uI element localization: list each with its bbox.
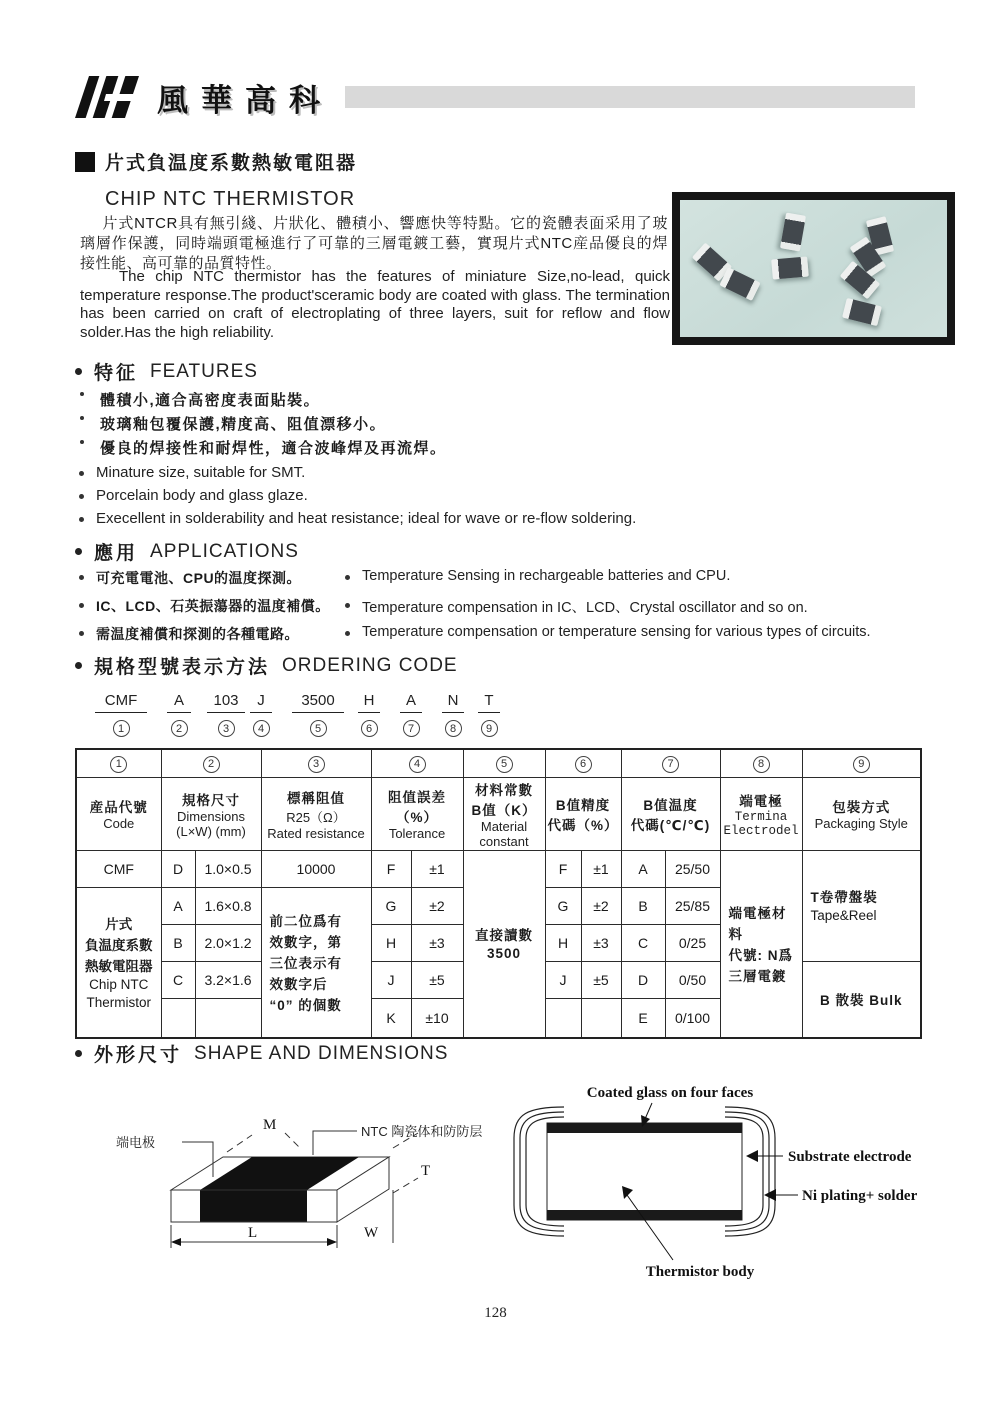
col-header: 端電極 Termina Electrodel	[720, 777, 802, 850]
application-en: Temperature compensation or temperature sensing for various types of circuits.	[362, 624, 871, 640]
tol-value-cell: ±10	[411, 998, 463, 1038]
code-part-number: 9	[481, 720, 498, 737]
ceramic-label: NTC 陶瓷体和防防层	[361, 1124, 483, 1139]
dim-value-cell	[195, 998, 261, 1038]
col-number: 8	[720, 749, 802, 777]
btemp-code-cell: D	[621, 961, 665, 998]
application-zh: IC、LCD、石英振蕩器的温度補償。	[96, 598, 330, 614]
dim-value-cell: 2.0×1.2	[195, 924, 261, 961]
chip-3d-diagram	[100, 1085, 500, 1290]
bprec-value-cell: ±5	[581, 961, 621, 998]
col-number: 5	[463, 749, 545, 777]
table-row	[76, 850, 921, 887]
btemp-code-cell: C	[621, 924, 665, 961]
code-part	[250, 692, 272, 737]
dim-t-label: T	[421, 1163, 431, 1179]
ordering-heading-en: ORDERING CODE	[282, 654, 458, 676]
applications-heading	[75, 538, 299, 565]
table-header-numbers-row	[76, 749, 921, 777]
dim-m-label: M	[263, 1117, 277, 1133]
intro-paragraph-en: The chip NTC thermistor has the features of miniature Size,no-lead, quick temperature response.The product'sceramic body are coated with glass. The termination has been carried on craft of electroplating of three layers, suit for reflow and flow solder.Has the high reliability.	[80, 268, 670, 341]
dim-code-cell: B	[161, 924, 195, 961]
btemp-value-cell: 0/25	[665, 924, 720, 961]
feature-item	[78, 413, 386, 434]
tol-value-cell: ±2	[411, 887, 463, 924]
features-heading-en: FEATURES	[150, 360, 258, 382]
col-header: 材料常數 B值（K） Material constant	[463, 777, 545, 850]
dim-code-cell: A	[161, 887, 195, 924]
application-item	[78, 624, 871, 644]
code-part	[207, 692, 245, 737]
col-header: 標稱阻值 R25（Ω） Rated resistance	[261, 777, 371, 850]
code-part	[167, 692, 191, 737]
bullet-icon	[80, 416, 84, 420]
bullet-icon	[345, 603, 350, 608]
col-header: 包裝方式 Packaging Style	[802, 777, 921, 850]
code-part-number: 6	[361, 720, 378, 737]
header-gray-bar	[345, 86, 915, 108]
page-title-en: CHIP NTC THERMISTOR	[105, 188, 356, 210]
btemp-value-cell: 0/100	[665, 998, 720, 1038]
chip-cross-section-diagram	[500, 1075, 960, 1295]
col-number: 1	[76, 749, 161, 777]
packaging-bulk-cell: B 散裝 Bulk	[802, 961, 921, 1038]
applications-heading-en: APPLICATIONS	[150, 540, 299, 562]
code-part-number: 2	[171, 720, 188, 737]
bullet-icon	[345, 575, 350, 580]
col-number: 6	[545, 749, 621, 777]
code-part-text: J	[250, 692, 272, 713]
application-en: Temperature compensation in IC、LCD、Crystal oscillator and so on.	[362, 600, 808, 616]
col-header: 阻值誤差 （%） Tolerance	[371, 777, 463, 850]
thermistor-body-label: Thermistor body	[645, 1264, 755, 1280]
code-part-text: T	[478, 692, 500, 713]
col-number: 3	[261, 749, 371, 777]
tol-code-cell: J	[371, 961, 411, 998]
bprec-code-cell: F	[545, 850, 581, 887]
intro-paragraph-zh: 片式NTCR具有無引綫、片狀化、體積小、響應快等特點。它的瓷體表面采用了玻璃層作保護，同時端頭電極進行了可靠的三層電鍍工藝，實現片式NTC産品優良的焊接性能、高可靠的品質特性。	[80, 215, 668, 272]
col-number: 4	[371, 749, 463, 777]
ordering-code-example	[95, 692, 525, 748]
feature-text: Minature size, suitable for SMT.	[96, 464, 306, 481]
chip-body-front	[200, 1190, 307, 1222]
ordering-code-heading	[75, 652, 458, 679]
tol-code-cell: K	[371, 998, 411, 1038]
material-constant-cell: 直接讀數 3500	[463, 850, 545, 1038]
electrode-cell: 端電極材料 代號: N爲 三層電鍍	[720, 850, 802, 1038]
bullet-icon	[79, 494, 84, 499]
resistance-note-cell: 前二位爲有 效數字，第 三位表示有 效數字后 “0” 的個數	[261, 887, 371, 1038]
bullet-icon	[75, 368, 82, 375]
application-en: Temperature Sensing in rechargeable batteries and CPU.	[362, 568, 731, 584]
btemp-value-cell: 0/50	[665, 961, 720, 998]
bprec-code-cell: H	[545, 924, 581, 961]
bullet-icon	[75, 662, 82, 669]
chip-photo-item	[842, 298, 882, 326]
code-part-number: 5	[310, 720, 327, 737]
page-number: 128	[484, 1305, 507, 1321]
code-part	[478, 692, 500, 737]
dim-w-label: W	[364, 1225, 379, 1241]
application-item	[78, 596, 808, 617]
col-number: 7	[621, 749, 720, 777]
title-square-bullet	[75, 152, 95, 172]
code-part-text: A	[167, 692, 191, 713]
table-header-labels-row	[76, 777, 921, 850]
dim-code-cell	[161, 998, 195, 1038]
feature-text: Porcelain body and glass glaze.	[96, 487, 308, 504]
feature-text: 玻璃釉包覆保護,精度高、阻值漂移小。	[100, 416, 387, 433]
bullet-icon	[79, 517, 84, 522]
tol-code-cell: F	[371, 850, 411, 887]
chip-photo-item	[780, 213, 806, 252]
bullet-icon	[79, 631, 84, 636]
bprec-code-cell: G	[545, 887, 581, 924]
dim-value-cell: 1.6×0.8	[195, 887, 261, 924]
col-header: 産品代號 Code	[76, 777, 161, 850]
bullet-icon	[80, 440, 84, 444]
feature-item	[78, 487, 308, 504]
code-part-number: 7	[403, 720, 420, 737]
code-part-text: 103	[207, 692, 245, 713]
feature-item	[78, 510, 636, 527]
bullet-icon	[345, 631, 350, 636]
ni-plating-label: Ni plating+ solder	[802, 1188, 918, 1204]
features-heading-zh: 特征	[94, 363, 139, 384]
feature-item	[78, 389, 320, 410]
packaging-tape-cell: T卷帶盤裝 Tape&Reel	[802, 850, 921, 961]
tol-code-cell: H	[371, 924, 411, 961]
dim-code-cell: C	[161, 961, 195, 998]
col-number: 9	[802, 749, 921, 777]
code-cell: CMF	[76, 850, 161, 887]
thermistor-body-rect	[547, 1123, 742, 1220]
code-part	[95, 692, 147, 737]
feature-text: Execellent in solderability and heat resistance; ideal for wave or re-flow soldering.	[96, 510, 637, 527]
code-part	[292, 692, 344, 737]
dim-l-label: L	[248, 1225, 258, 1241]
dim-value-cell: 3.2×1.6	[195, 961, 261, 998]
dimensions-heading	[75, 1040, 448, 1067]
code-part	[358, 692, 380, 737]
company-logo	[73, 74, 333, 120]
bprec-value-cell: ±2	[581, 887, 621, 924]
bprec-code-cell	[545, 998, 581, 1038]
col-header: 規格尺寸 Dimensions (L×W) (mm)	[161, 777, 261, 850]
feature-item	[78, 437, 447, 458]
substrate-label: Substrate electrode	[788, 1149, 912, 1165]
code-part-text: H	[358, 692, 380, 713]
bprec-value-cell: ±3	[581, 924, 621, 961]
btemp-code-cell: B	[621, 887, 665, 924]
glass-label: Coated glass on four faces	[586, 1085, 754, 1101]
code-part-number: 1	[113, 720, 130, 737]
page-title-zh: 片式負温度系數熱敏電阻器	[105, 153, 358, 174]
feature-item	[78, 464, 305, 481]
dimensions-heading-en: SHAPE AND DIMENSIONS	[194, 1042, 449, 1064]
application-zh: 可充電電池、CPU的温度探測。	[96, 570, 302, 586]
code-part	[400, 692, 422, 737]
chip-photo-item	[719, 267, 760, 301]
dim-value-cell: 1.0×0.5	[195, 850, 261, 887]
brand-name: 風華高科	[157, 82, 333, 118]
chip-photo-item	[771, 256, 809, 279]
dim-code-cell: D	[161, 850, 195, 887]
bprec-value-cell: ±1	[581, 850, 621, 887]
bullet-icon	[79, 603, 84, 608]
feature-text: 優良的焊接性和耐焊性，適合波峰焊及再流焊。	[100, 440, 447, 457]
ordering-code-table	[75, 748, 922, 1039]
dimensions-heading-zh: 外形尺寸	[94, 1045, 183, 1066]
btemp-code-cell: E	[621, 998, 665, 1038]
ordering-heading-zh: 規格型號表示方法	[94, 657, 271, 678]
btemp-value-cell: 25/85	[665, 887, 720, 924]
col-number: 2	[161, 749, 261, 777]
code-part-number: 3	[218, 720, 235, 737]
code-part-number: 8	[445, 720, 462, 737]
bullet-icon	[80, 392, 84, 396]
code-part-text: 3500	[292, 692, 344, 713]
tol-value-cell: ±5	[411, 961, 463, 998]
code-part-text: N	[442, 692, 464, 713]
product-photo	[672, 192, 955, 345]
code-part-text: A	[400, 692, 422, 713]
code-part-number: 4	[253, 720, 270, 737]
col-header: B值精度 代碼（%）	[545, 777, 621, 850]
tol-value-cell: ±3	[411, 924, 463, 961]
application-zh: 需温度補償和探測的各種電路。	[96, 626, 299, 642]
bullet-icon	[79, 575, 84, 580]
bullet-icon	[75, 1050, 82, 1057]
fenghua-logo-icon	[73, 74, 143, 120]
features-heading	[75, 358, 258, 385]
bullet-icon	[79, 471, 84, 476]
code-part-text: CMF	[95, 692, 147, 713]
bullet-icon	[75, 548, 82, 555]
tol-code-cell: G	[371, 887, 411, 924]
bprec-code-cell: J	[545, 961, 581, 998]
btemp-value-cell: 25/50	[665, 850, 720, 887]
applications-heading-zh: 應用	[94, 543, 139, 564]
product-name-cell: 片式 負温度系數 熱敏電阻器 Chip NTC Thermistor	[76, 887, 161, 1038]
resistance-cell: 10000	[261, 850, 371, 887]
bprec-value-cell	[581, 998, 621, 1038]
electrode-label: 端电极	[116, 1135, 156, 1150]
btemp-code-cell: A	[621, 850, 665, 887]
tol-value-cell: ±1	[411, 850, 463, 887]
feature-text: 體積小,適合高密度表面貼裝。	[100, 392, 321, 409]
application-item	[78, 568, 730, 588]
col-header: B值温度 代碼(℃/℃)	[621, 777, 720, 850]
code-part	[442, 692, 464, 737]
